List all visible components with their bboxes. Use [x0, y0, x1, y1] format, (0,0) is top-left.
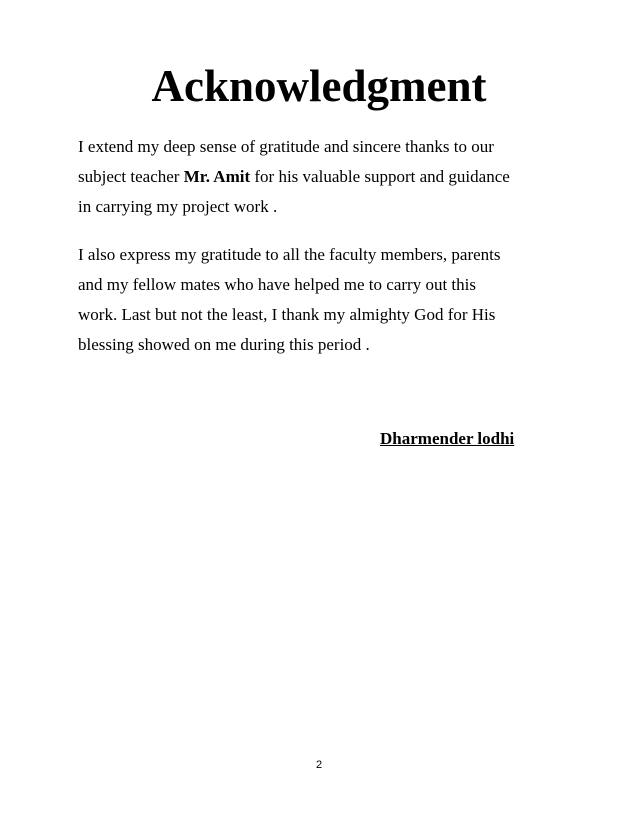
paragraph-line: I extend my deep sense of gratitude and sincere thanks to our	[78, 137, 494, 156]
page-title: Acknowledgment	[151, 61, 487, 111]
paragraph-line: work. Last but not the least, I thank my almighty God for His	[78, 305, 496, 324]
paragraph-line: and my fellow mates who have helped me to carry out this	[78, 275, 476, 294]
paragraph-gratitude	[78, 240, 558, 360]
text-span: subject teacher	[78, 167, 184, 186]
teacher-name: Mr. Amit	[183, 167, 251, 186]
signature-name: Dharmender lodhi	[380, 429, 515, 448]
page-number: 2	[315, 759, 323, 771]
paragraph-line	[78, 162, 558, 192]
paragraph-line: blessing showed on me during this period .	[78, 335, 370, 354]
paragraph-line: I also express my gratitude to all the faculty members, parents	[78, 245, 501, 264]
paragraph-line: in carrying my project work .	[78, 197, 278, 216]
text-span: for his valuable support and guidance	[250, 167, 510, 186]
paragraph-thanks	[78, 132, 558, 222]
